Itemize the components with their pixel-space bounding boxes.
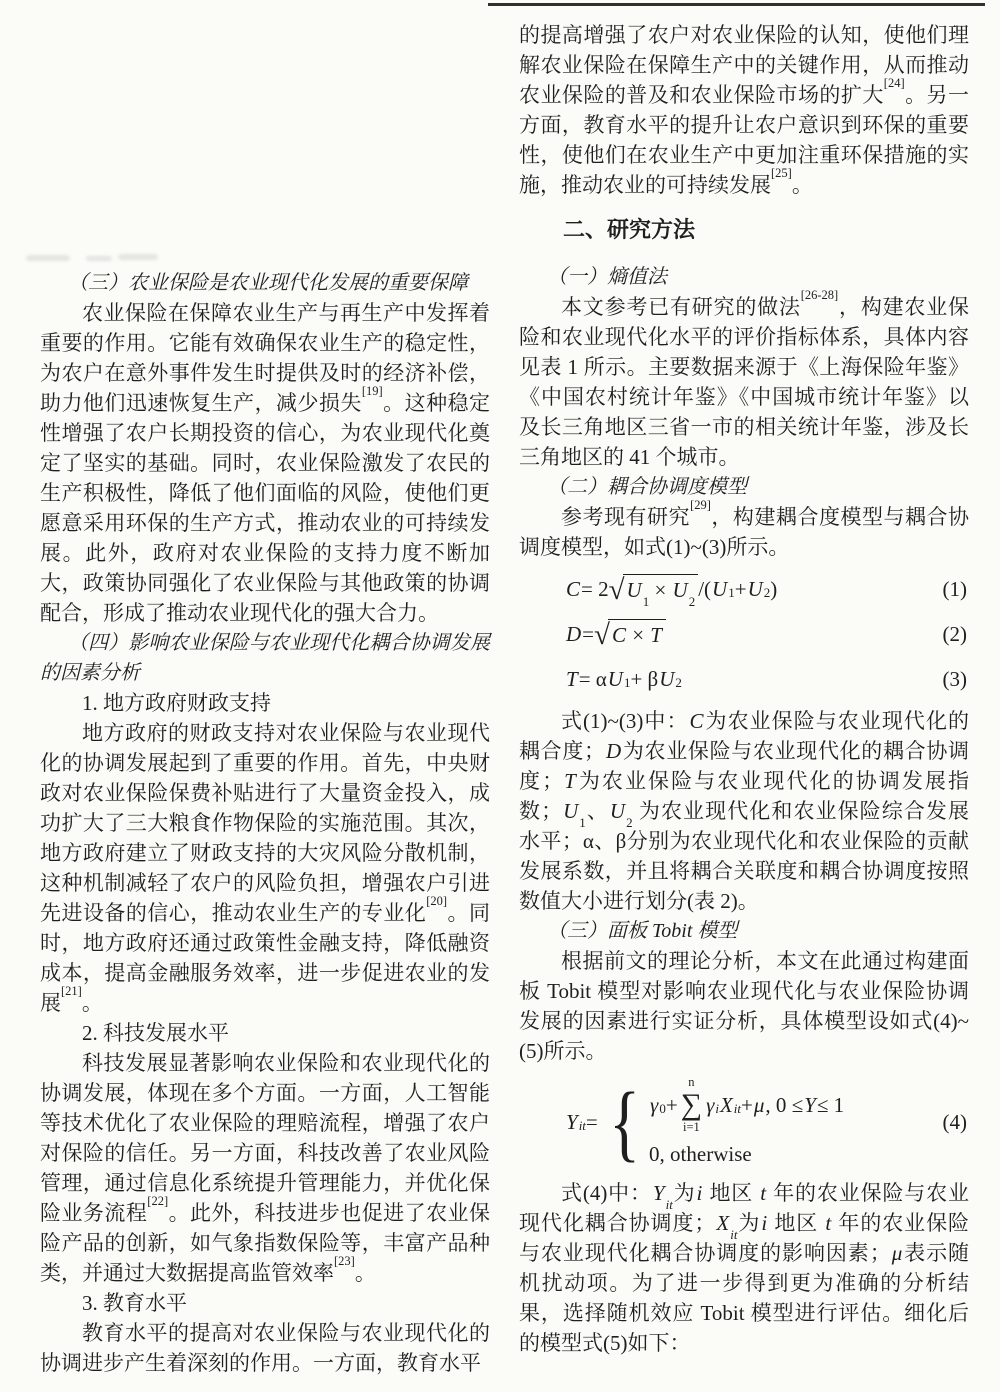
text-run: + β — [630, 667, 659, 691]
math-var: C — [689, 709, 704, 733]
body-paragraph — [40, 1048, 490, 1288]
math-var: Y — [804, 1092, 816, 1117]
citation-ref: [19] — [361, 384, 383, 398]
sigma-sign: ∑ — [680, 1087, 703, 1121]
numbered-subheading: 3. 教育水平 — [82, 1291, 187, 1315]
radicand — [623, 574, 699, 609]
equation-number: (2) — [942, 622, 967, 646]
citation-ref: [20] — [426, 894, 448, 908]
text-run: 为农业保险与农业现代化的耦合协调度； — [519, 739, 970, 793]
text-run: 式(4)中： — [561, 1181, 652, 1205]
sum-lower-limit: i=1 — [682, 1119, 700, 1134]
body-paragraph — [40, 1318, 490, 1378]
text-run: 地方政府的财政支持对农业保险与农业现代化的协调发展起到了重要的作用。首先，中央财政对农业保险保费补贴进行了大量资金投入，成功扩大了三大粮食作物保险的实施范围。其次，地方政府建立了财政支持的大灾风险分散机制，这种机制减轻了农户的风险负担，增强农户引进先进设备的信心，推动农业生产的专业化 — [40, 721, 490, 925]
citation-ref: [26-28] — [800, 288, 839, 302]
text-run: 为 — [737, 1211, 761, 1235]
math-var: C — [566, 577, 581, 601]
math-var: μ — [891, 1241, 903, 1265]
text-run: 地区 — [703, 1181, 760, 1205]
text-run: 0, otherwise — [649, 1141, 752, 1166]
math-var: X — [719, 1092, 733, 1117]
citation-ref: [23] — [334, 1254, 355, 1268]
math-var: U — [672, 577, 688, 602]
scan-artifact — [86, 256, 112, 261]
text-run: 。 — [81, 991, 103, 1015]
subscript: 2 — [688, 593, 696, 609]
math-var: i — [696, 1181, 703, 1205]
math-var: i — [761, 1211, 768, 1235]
sqrt-radical — [594, 619, 666, 650]
text-run: 为 — [672, 1181, 696, 1205]
text-run: 根据前文的理论分析，本文在此通过构建面板 Tobit 模型对影响农业现代化与农业保险协调发展的因素进行实证分析，具体模型设如式(4)~(5)所示。 — [519, 949, 969, 1063]
text-run: × — [626, 622, 650, 647]
math-var: Y — [566, 1110, 578, 1134]
cases-row-1: γ $_0$ + n ∑ i=1 γ $_i$ X $_{it}$ + μ , 0 ≤ Y ≤ 1 — [650, 1075, 845, 1134]
page-top-rule — [488, 3, 985, 6]
text-run: 为农业现代化和农业保险综合发展水平；α、β分别为农业现代化和农业保险的贡献发展系数，并且将耦合关联度和耦合协调度按照数值大小进行划分(表 2)。 — [519, 799, 969, 913]
equation-body: C = 2 √ $U_1 \times U_2$ /( U $_1$ + U $_2$ ) — [566, 573, 778, 609]
subscript: it — [665, 1197, 673, 1213]
citation-ref: [29] — [690, 498, 711, 512]
citation-ref: [22] — [147, 1194, 169, 1208]
math-var: T — [564, 769, 576, 793]
math-var: t — [825, 1211, 832, 1235]
text-run: 为农业保险与农业现代化的协调发展指数； — [519, 769, 970, 823]
math-var: t — [760, 1181, 767, 1205]
equation-2 — [519, 616, 969, 652]
cases-brace: { — [608, 1074, 640, 1170]
right-column — [519, 20, 969, 1358]
text-run: 的提高增强了农户对农业保险的认知，使他们理解农业保险在保障生产中的关键作用，从而推动农业保险的普及和农业保险市场的扩大 — [519, 23, 969, 107]
equation-body: Y $_{it}$ = { γ $_0$ + n ∑ i=1 γ $_i$ X $_{it}$ + μ , 0 ≤ Y ≤ 1 0, otherwise — [566, 1074, 845, 1170]
citation-ref: [25] — [771, 166, 792, 180]
math-var: Y — [652, 1181, 665, 1205]
text-run: 、 — [585, 799, 609, 823]
text-run: ≤ 1 — [816, 1092, 845, 1117]
math-var: U — [626, 577, 642, 602]
equation-number: (1) — [942, 577, 967, 601]
text-run: 参考现有研究 — [561, 505, 691, 529]
math-var: U — [563, 799, 579, 823]
math-var: μ — [753, 1092, 765, 1117]
math-var: γ — [650, 1092, 659, 1117]
body-paragraph — [519, 288, 969, 472]
text-run: + — [734, 577, 747, 601]
left-column — [40, 268, 490, 1378]
equation-1 — [519, 571, 969, 607]
equation-number: (4) — [942, 1110, 967, 1134]
body-paragraph — [519, 498, 970, 562]
text-run: ，构建耦合度模型与耦合协调度模型，如式(1)~(3)所示。 — [519, 505, 970, 559]
math-var: D — [606, 739, 622, 763]
math-var: U — [712, 577, 728, 601]
text-run: = — [585, 1110, 598, 1134]
subscript: 2 — [626, 815, 633, 831]
text-run: 年的农业保险与农业现代化耦合协调度； — [519, 1181, 970, 1235]
math-var: T — [650, 622, 662, 647]
radical-sign: √ — [608, 573, 625, 606]
body-paragraph — [519, 20, 969, 200]
text-run: = 2 — [581, 577, 609, 601]
text-run: 地区 — [768, 1211, 825, 1235]
text-run: 。另一方面，教育水平的提升让农户意识到环保的重要性，使他们在农业生产中更加注重环保措施的实施，推动农业的可持续发展 — [519, 83, 970, 197]
text-run: 。 — [791, 173, 813, 197]
math-var: γ — [706, 1092, 715, 1117]
cases-row-2 — [649, 1139, 844, 1169]
math-var: D — [566, 622, 582, 646]
math-var: C — [611, 622, 626, 647]
kai-subheading: （二）耦合协调度模型 — [547, 476, 747, 498]
sum-upper-limit: n — [688, 1075, 695, 1090]
equation-body — [565, 619, 666, 650]
body-paragraph — [40, 718, 490, 1018]
text-run: ，构建农业保险和农业现代化水平的评价指标体系，具体内容见表 1 所示。主要数据来源于《上海保险年鉴》《中国农村统计年鉴》《中国城市统计年鉴》以及长三角地区三省一市的相关统计年鉴，涉及长三角地区的 41 个城市。 — [519, 295, 969, 469]
radicand — [608, 619, 666, 650]
text-run: + — [741, 1092, 753, 1117]
numbered-subheading: 1. 地方政府财政支持 — [82, 691, 271, 715]
text-run: , 0 ≤ — [765, 1092, 804, 1117]
section-heading: 二、研究方法 — [563, 217, 696, 242]
equation-body: T = α U $_1$ + β U $_2$ — [565, 664, 682, 694]
subscript: 1 — [579, 815, 586, 831]
sum-operator — [681, 1075, 702, 1134]
body-paragraph — [40, 298, 490, 628]
sqrt-radical — [608, 573, 699, 609]
citation-ref: [21] — [61, 984, 82, 998]
numbered-subheading: 2. 科技发展水平 — [82, 1021, 229, 1045]
citation-ref: [24] — [883, 76, 905, 90]
body-paragraph — [519, 1178, 969, 1358]
kai-subheading: （三）农业保险是农业现代化发展的重要保障 — [68, 272, 468, 294]
equation-4 — [519, 1070, 969, 1174]
text-run: 本文参考已有研究的做法 — [561, 295, 801, 319]
radical-sign: √ — [594, 618, 610, 651]
text-run: 农业保险在保障农业生产与再生产中发挥着重要的作用。它能有效确保农业生产的稳定性，为农户在意外事件发生时提供及时的经济补偿，助力他们迅速恢复生产，减少损失 — [40, 301, 490, 415]
text-run: 表示随机扰动项。为了进一步得到更为准确的分析结果，选择随机效应 Tobit 模型进行评估。细化后的模型式(5)如下： — [519, 1241, 970, 1355]
text-run: = — [582, 622, 595, 646]
equation-number: (3) — [942, 667, 967, 691]
text-run: 为农业保险与农业现代化的耦合度； — [519, 709, 969, 763]
text-run: 式(1)~(3)中： — [561, 709, 689, 733]
subscript: it — [730, 1227, 738, 1243]
math-var: T — [566, 667, 578, 691]
text-run: 。这种稳定性增强了农户长期投资的信心，为农业现代化奠定了坚实的基础。同时，农业保险激发了农民的生产积极性，降低了他们面临的风险，使他们更愿意采用环保的生产方式，推动农业的可持续发展。此外，政府对农业保险的支持力度不断加大，政策协同强化了农业保险与其他政策的协调配合，形成了推动农业现代化的强大合力。 — [40, 391, 491, 625]
equation-3 — [519, 661, 969, 697]
math-var: U — [659, 667, 675, 691]
text-run: = α — [578, 667, 607, 691]
math-var: U — [609, 799, 626, 823]
scan-artifact — [118, 254, 158, 260]
text-run: 教育水平的提高对农业保险与农业现代化的协调进步产生着深刻的作用。一方面，教育水平 — [40, 1321, 490, 1375]
subscript: 1 — [642, 593, 650, 609]
body-paragraph — [519, 706, 969, 916]
text-run: 。 — [354, 1261, 376, 1285]
body-paragraph — [519, 946, 969, 1066]
kai-subheading: （三）面板 Tobit 模型 — [547, 920, 738, 942]
text-run: 科技发展显著影响农业保险和农业现代化的协调发展，体现在多个方面。一方面，人工智能等技术优化了农业保险的理赔流程，增强了农户对保险的信任。另一方面，科技改善了农业风险管理，通过信息化系统提升管理能力，并优化保险业务流程 — [40, 1051, 490, 1225]
text-run: + — [665, 1092, 678, 1117]
math-var: U — [607, 667, 623, 691]
text-run: /( — [698, 577, 712, 601]
math-var: X — [716, 1211, 730, 1235]
text-run: × — [649, 577, 672, 602]
kai-subheading: （四）影响农业保险与农业现代化耦合协调发展的因素分析 — [40, 632, 490, 684]
text-run: 年的农业保险与农业现代化耦合协调度的影响因素； — [519, 1211, 970, 1265]
scan-artifact — [26, 255, 70, 261]
cases-rows — [649, 1075, 844, 1169]
text-run: 。同时，地方政府还通过政策性金融支持，降低融资成本，提高金融服务效率，进一步促进农业的发展 — [40, 901, 491, 1015]
text-run: ) — [770, 577, 778, 601]
math-var: U — [747, 577, 763, 601]
kai-subheading: （一）熵值法 — [547, 266, 667, 288]
text-run: 。此外，科技进步也促进了农业保险产品的创新，如气象指数保险等，丰富产品种类，并通过大数据提高监管效率 — [40, 1201, 491, 1285]
